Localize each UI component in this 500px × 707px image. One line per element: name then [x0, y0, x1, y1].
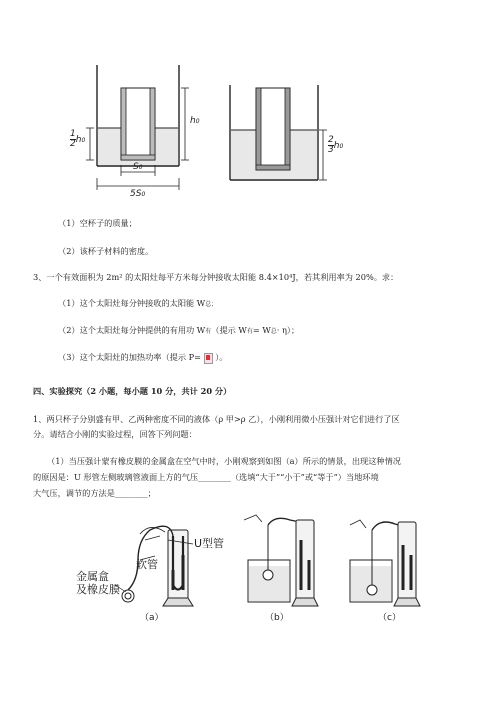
exp-1-line-2: 分。请结合小刚的实验过程，回答下列问题： [33, 429, 197, 439]
caption-b: （b） [265, 613, 289, 623]
label-5s0: 5S0 [130, 189, 146, 199]
label-hose: 软管 [136, 558, 158, 571]
cup-left [121, 88, 155, 160]
question-2: （2）该杯子材料的密度。 [58, 246, 154, 256]
label-u-tube: U型管 [194, 537, 225, 550]
question-1: （1）空杯子的质量； [58, 218, 137, 228]
caption-c: （c） [378, 613, 401, 623]
exp-1-q1-line-2: 的原因是：U 形管左侧玻璃管液面上方的气压________（选填“大于”“小于”或“等于”）当地环境 [33, 472, 379, 482]
question-3-2: （2）这个太阳灶每分钟提供的有用功 W有（提示 W有= W总· η）； [58, 325, 300, 335]
question-3-1: （1）这个太阳灶每分钟接收的太阳能 W总； [58, 298, 218, 308]
label-h0-left: h0 [190, 116, 200, 126]
label-half-h0: $\frac{1}{2}$ h0 [70, 129, 86, 149]
question-3-intro: 3、一个有效面积为 2m² 的太阳灶每平方米每分钟接收太阳能 8.4×10⁴J，若其利用率为 20%。求： [33, 272, 399, 282]
label-s0: S0 [133, 162, 143, 172]
exp-1-q1-line-3: 大气压，调节的方法是________； [33, 488, 156, 498]
section-4-title: 四、实验探究（2 小题，每小题 10 分，共计 20 分） [33, 386, 232, 396]
apparatus-c [350, 520, 420, 606]
formula-image-icon [204, 353, 213, 364]
cup-right [256, 88, 290, 170]
apparatus-b [244, 515, 318, 606]
exp-1-q1-line-1: （1）当压强计蒙有橡皮膜的金属盒在空气中时，小刚观察到如图（a）所示的情景，出现这种情况 [47, 456, 401, 466]
label-two-thirds-h0: $\frac{2}{3}$ h0 [328, 135, 344, 155]
question-3-3: （3）这个太阳灶的加热功率（提示 P= ）。 [58, 352, 228, 362]
caption-a: （a） [140, 613, 164, 623]
label-metal-box: 金属盒 及橡皮膜 [76, 570, 120, 596]
exp-1-line-1: 1、两只杯子分别盛有甲、乙两种密度不同的液体（ρ 甲>ρ 乙），小刚利用微小压强计对它们进行了区 [33, 414, 400, 424]
